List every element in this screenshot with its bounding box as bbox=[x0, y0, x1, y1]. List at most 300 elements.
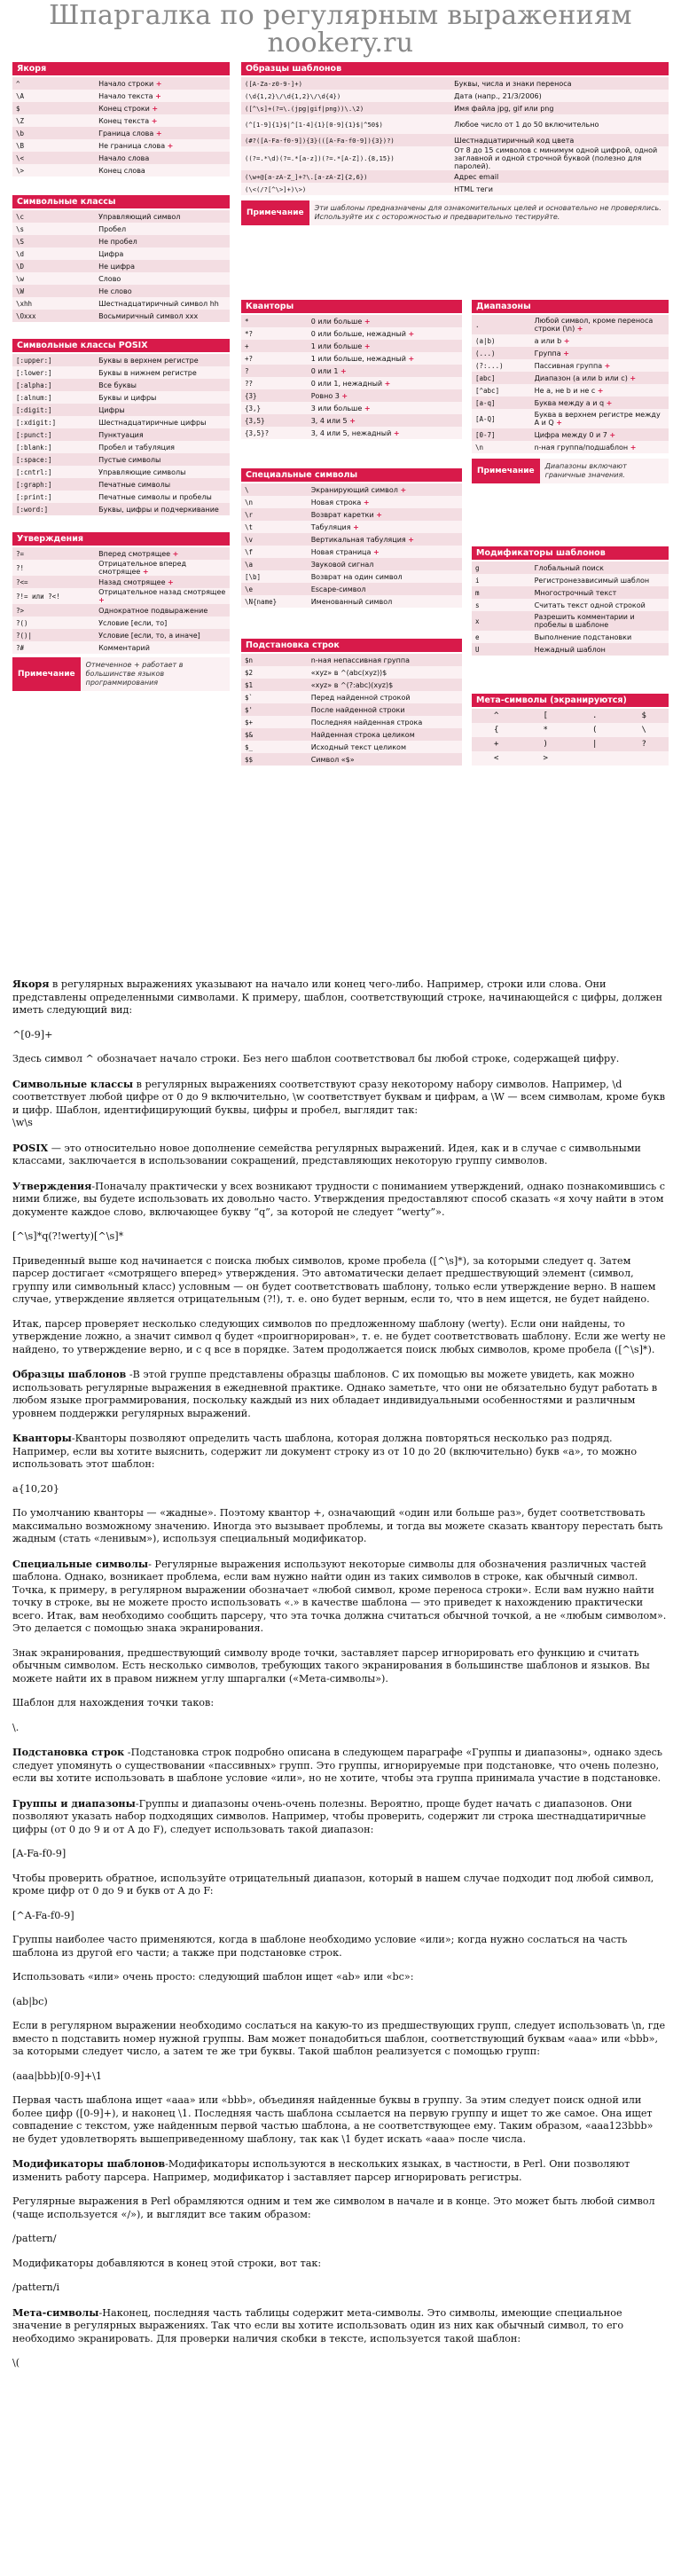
syntax-cell: [:alpha:] bbox=[12, 379, 95, 391]
table-row bbox=[472, 347, 669, 359]
syntax-cell: [:upper:] bbox=[12, 354, 95, 366]
paragraph: Здесь символ ^ обозначает начало строки. Без него шаблон соответствовал бы любой строке, содержащей цифру. bbox=[12, 1053, 620, 1064]
description-cell: Дата (напр., 21/3/2006) bbox=[450, 90, 669, 102]
supported-mark: + bbox=[597, 386, 604, 395]
description-cell: Группа + bbox=[531, 347, 669, 359]
description-cell: 0 или больше, нежадный + bbox=[308, 327, 462, 340]
table-row bbox=[12, 235, 230, 247]
assertions-note-text: Отмеченное + работает в большинстве языков программирования bbox=[81, 657, 230, 691]
description-cell: Многострочный текст bbox=[531, 586, 669, 599]
supported-mark: + bbox=[363, 498, 370, 507]
paragraph-text: -Группы и диапазоны очень-очень полезны. Вероятно, проще будет начать с диапазонов. Они позволяют указать набор подходящих символов. Например, чтобы проверить, содержит ли строка шестнадцатиричные цифры (от 0 до 9 и от A до F), следует использовать такой диапазон: bbox=[12, 1797, 646, 1835]
syntax-cell: [A-Q] bbox=[472, 409, 531, 428]
table-row bbox=[12, 453, 230, 466]
supported-mark: + bbox=[340, 366, 347, 375]
supported-mark: + bbox=[556, 419, 562, 427]
table-row bbox=[12, 629, 230, 641]
syntax-cell: [:word:] bbox=[12, 503, 95, 515]
syntax-cell: \Z bbox=[12, 114, 95, 127]
code-sample: /pattern/i bbox=[12, 2281, 60, 2293]
paragraph-text: -Наконец, последняя часть таблицы содержит мета-символы. Это символы, имеющие специальное значение в регулярных выражениях. Так что если вы хотите использовать один из них как обычный символ, то его необходимо экранировать. Для проверки наличия скобки в тексте, используется такой шаблон: bbox=[12, 2306, 624, 2344]
meta-char-cell: \ bbox=[620, 723, 669, 737]
syntax-cell: U bbox=[472, 643, 531, 656]
substitution-header: Подстановка строк bbox=[241, 639, 462, 654]
code-sample: \w\s bbox=[12, 1117, 33, 1128]
description-cell: Буквы, числа и знаки переноса bbox=[450, 77, 669, 90]
term-char-classes: Символьные классы bbox=[12, 1077, 134, 1090]
paragraph: Знак экранирования, предшествующий символу вроде точки, заставляет парсер игнорировать его функцию и считать обычным символом. Есть несколько символов, требующих такого экранирования в большинстве шаблонов и языков. Вы можете найти их в правом нижнем углу шпаргалки («Мета-символы»). bbox=[12, 1646, 650, 1685]
table-row bbox=[12, 366, 230, 379]
special-table bbox=[241, 483, 462, 608]
table-row bbox=[12, 441, 230, 453]
table-row bbox=[472, 372, 669, 384]
table-row bbox=[12, 617, 230, 629]
table-row bbox=[472, 441, 669, 453]
table-row bbox=[241, 679, 462, 691]
description-cell: Отрицательное назад смотрящее + bbox=[95, 588, 230, 604]
supported-mark: + bbox=[606, 398, 613, 407]
table-row bbox=[12, 354, 230, 366]
description-cell: Символ «$» bbox=[308, 753, 462, 766]
paragraph: Приведенный выше код начинается с поиска любых символов, кроме пробела ([^\s]*), за которыми следует q. Затем парсер достигает «смотрящего вперед» утверждения. Это автоматически делает предшествующий элемент (символ, группу или символьный класс) условным — он будет соответствовать шаблону, только если утверждение верно. В нашем случае, утверждение является отрицательным (?!), т. е. оно будет верным, если то, что в нем ищется, не будет найдено. bbox=[12, 1254, 656, 1305]
description-cell: Пустые символы bbox=[95, 453, 230, 466]
supported-mark: + bbox=[155, 129, 162, 137]
ranges-note-text: Диапазоны включают граничные значения. bbox=[540, 459, 669, 483]
syntax-cell: [:digit:] bbox=[12, 404, 95, 416]
assertions-note-label: Примечание bbox=[12, 657, 81, 691]
supported-mark: + bbox=[349, 416, 356, 425]
meta-char-cell: * bbox=[521, 723, 571, 737]
paragraph-text: -Модификаторы используются в нескольких языках, в частности, в Perl. Они позволяют изменить работу парсера. Например, модификатор i заставляет парсер игнорировать регистры. bbox=[12, 2158, 630, 2183]
supported-mark: + bbox=[364, 317, 371, 326]
meta-char-cell: ? bbox=[620, 737, 669, 751]
table-row bbox=[241, 427, 462, 439]
description-cell: Слово bbox=[95, 272, 230, 285]
posix-table bbox=[12, 354, 230, 515]
anchors-header: Якоря bbox=[12, 62, 230, 77]
meta-char-cell: | bbox=[570, 737, 620, 751]
syntax-cell: e bbox=[472, 631, 531, 643]
paragraph-text: -Подстановка строк подробно описана в следующем параграфе «Группы и диапазоны», однако здесь следует упомянуть о существовании «пассивных» групп. Это группы, игнорируемые при подстановке, что очень полезно, если вы хотите использовать в шаблоне условие «или», но не хотите, чтобы эта группа принимала участие в подстановке. bbox=[12, 1747, 663, 1784]
description-cell: Вперед смотрящее + bbox=[95, 547, 230, 560]
description-cell: Буквы в верхнем регистре bbox=[95, 354, 230, 366]
description-cell: Конец строки + bbox=[95, 102, 230, 114]
table-row bbox=[472, 334, 669, 347]
table-row bbox=[241, 365, 462, 377]
table-row bbox=[472, 562, 669, 574]
page-title: Шпаргалка по регулярным выражениям nookery.ru bbox=[49, 0, 632, 59]
code-sample: a{10,20} bbox=[12, 1482, 59, 1495]
term-posix: POSIX bbox=[12, 1141, 49, 1154]
description-cell: Шестнадцатиричный код цвета bbox=[450, 134, 669, 146]
syntax-cell: (?:...) bbox=[472, 359, 531, 372]
description-cell: Буква между a и q + bbox=[531, 397, 669, 409]
table-row bbox=[12, 491, 230, 503]
description-cell: HTML теги bbox=[450, 183, 669, 195]
description-cell: Шестнадцатиричный символ hh bbox=[95, 297, 230, 310]
syntax-cell: {3,} bbox=[241, 402, 308, 414]
description-cell: Конец текста + bbox=[95, 114, 230, 127]
description-cell: Не a, не b и не c + bbox=[531, 384, 669, 397]
description-cell: Ровно 3 + bbox=[308, 389, 462, 402]
code-sample: (aaa|bbb)[0-9]+\1 bbox=[12, 2069, 102, 2082]
table-row bbox=[241, 595, 462, 608]
cheat-sheet bbox=[12, 62, 669, 967]
table-row bbox=[12, 416, 230, 428]
description-cell: Шестнадцатиричные цифры bbox=[95, 416, 230, 428]
supported-mark: + bbox=[630, 443, 637, 452]
paragraph bbox=[12, 1432, 669, 1472]
supported-mark: + bbox=[400, 485, 407, 494]
description-cell: Пассивная группа + bbox=[531, 359, 669, 372]
description-cell: Восьмиричный символ xxx bbox=[95, 310, 230, 322]
description-cell: Глобальный поиск bbox=[531, 562, 669, 574]
meta-char-cell: > bbox=[521, 751, 571, 766]
supported-mark: + bbox=[353, 522, 359, 531]
table-row bbox=[241, 496, 462, 508]
description-cell: 0 или больше + bbox=[308, 315, 462, 327]
table-row bbox=[12, 260, 230, 272]
supported-mark: + bbox=[563, 336, 570, 345]
table-row bbox=[12, 404, 230, 416]
description-cell: 0 или 1, нежадный + bbox=[308, 377, 462, 389]
description-cell: Пробел bbox=[95, 223, 230, 235]
supported-mark: + bbox=[393, 428, 400, 437]
table-row bbox=[472, 723, 669, 737]
table-row bbox=[12, 139, 230, 152]
table-row bbox=[472, 574, 669, 586]
description-cell: Выполнение подстановки bbox=[531, 631, 669, 643]
table-row bbox=[12, 223, 230, 235]
syntax-cell: $$ bbox=[241, 753, 308, 766]
meta-char-cell: < bbox=[472, 751, 521, 766]
table-row bbox=[241, 558, 462, 570]
paragraph-text: -Кванторы позволяют определить часть шаблона, которая должна повторяться несколько раз подряд. Например, если вы хотите выяснить, содержит ли документ строку из от 10 до 20 (включительно) букв «а», то можно использовать этот шаблон: bbox=[12, 1433, 638, 1470]
description-cell: Однократное подвыражение bbox=[95, 604, 230, 617]
description-cell: От 8 до 15 символов с минимум одной цифрой, одной заглавной и одной строчной буквой (полезно для паролей). bbox=[450, 146, 669, 170]
syntax-cell: ?> bbox=[12, 604, 95, 617]
description-cell: Имя файла jpg, gif или png bbox=[450, 102, 669, 114]
supported-mark: + bbox=[384, 379, 391, 388]
syntax-cell: ?() bbox=[12, 617, 95, 629]
syntax-cell: \xhh bbox=[12, 297, 95, 310]
syntax-cell: $n bbox=[241, 654, 308, 666]
description-cell: Возврат на один символ bbox=[308, 570, 462, 583]
description-cell: Нежадный шаблон bbox=[531, 643, 669, 656]
syntax-cell: ?()| bbox=[12, 629, 95, 641]
table-row bbox=[472, 409, 669, 428]
description-cell: «xyz» в ^(?:abc)(xyz)$ bbox=[308, 679, 462, 691]
syntax-cell: [a-q] bbox=[472, 397, 531, 409]
syntax-cell: (\d{1,2}\/\d{1,2}\/\d{4}) bbox=[241, 90, 450, 102]
meta-char-cell: . bbox=[570, 709, 620, 723]
syntax-cell: [:blank:] bbox=[12, 441, 95, 453]
modifiers-header: Модификаторы шаблонов bbox=[472, 546, 669, 562]
substitution-section bbox=[241, 639, 462, 766]
description-cell: Буквы и цифры bbox=[95, 391, 230, 404]
description-cell: Диапазон (a или b или c) + bbox=[531, 372, 669, 384]
syntax-cell: {3} bbox=[241, 389, 308, 402]
table-row bbox=[12, 478, 230, 491]
table-row bbox=[241, 533, 462, 546]
table-row bbox=[241, 315, 462, 327]
description-cell: Условие [если, то] bbox=[95, 617, 230, 629]
paragraph-text: -В этой группе представлены образцы шаблонов. С их помощью вы можете увидеть, как можно использовать регулярные выражения в ежедневной практике. Однако заметьте, что они не обязательно будут работать в любом языке программирования, поскольку каждый из них обладает индивидуальными особенностями и различным уровнем поддержки регулярных выражений. bbox=[12, 1369, 658, 1419]
table-row bbox=[241, 352, 462, 365]
paragraph bbox=[12, 1142, 669, 1168]
syntax-cell: \s bbox=[12, 223, 95, 235]
table-row bbox=[241, 134, 669, 146]
table-row bbox=[241, 716, 462, 728]
syntax-cell: [:alnum:] bbox=[12, 391, 95, 404]
code-sample: [^\s]*q(?!werty)[^\s]* bbox=[12, 1230, 124, 1242]
supported-mark: + bbox=[341, 391, 348, 400]
table-row bbox=[241, 654, 462, 666]
syntax-cell: \> bbox=[12, 164, 95, 177]
table-row bbox=[12, 77, 230, 90]
anchors-table bbox=[12, 77, 230, 177]
syntax-cell: [abc] bbox=[472, 372, 531, 384]
supported-mark: + bbox=[155, 79, 162, 88]
description-cell: Адрес email bbox=[450, 170, 669, 183]
supported-mark: + bbox=[576, 325, 583, 333]
syntax-cell: \W bbox=[12, 285, 95, 297]
paragraph: По умолчанию кванторы — «жадные». Поэтому квантор +, означающий «один или больше раз», будет соответствовать максимально возможному значению. Иногда это вызывает проблемы, и тогда вы можете сказать квантору перестать быть жадным (стать «ленивым»), используя специальный модификатор. bbox=[12, 1507, 663, 1544]
syntax-cell: ([A-Za-z0-9-]+) bbox=[241, 77, 450, 90]
table-row bbox=[241, 183, 669, 195]
description-cell: Управляющий символ bbox=[95, 210, 230, 223]
code-sample: /pattern/ bbox=[12, 2233, 57, 2244]
meta-char-cell: $ bbox=[620, 709, 669, 723]
description-cell: Комментарий bbox=[95, 641, 230, 654]
paragraph bbox=[12, 1797, 669, 1837]
term-patterns: Образцы шаблонов bbox=[12, 1368, 127, 1380]
description-cell: Все буквы bbox=[95, 379, 230, 391]
table-row bbox=[12, 588, 230, 604]
paragraph: Если в регулярном выражении необходимо сослаться на какую-то из предшествующих групп, следует использовать \n, где вместо n подставить номер нужной группы. Вам может понадобиться шаблон, соответствующий буквам «aaa» или «bbb», за которыми следует число, а затем те же три буквы. Такой шаблон реализуется с помощью групп: bbox=[12, 2020, 666, 2057]
table-row bbox=[241, 546, 462, 558]
syntax-cell: \ bbox=[241, 483, 308, 496]
supported-mark: + bbox=[364, 342, 371, 350]
paragraph-text: — это относительно новое дополнение семейства регулярных выражений. Идея, как и в случае с символьными классами, заключается в использовании сокращений, представляющих некоторую группу символов. bbox=[12, 1142, 641, 1166]
syntax-cell: [^abc] bbox=[472, 384, 531, 397]
syntax-cell: \t bbox=[241, 521, 308, 533]
syntax-cell: {3,5} bbox=[241, 414, 308, 427]
paragraph-text: в регулярных выражениях указывают на начало или конец чего-либо. Например, строки или слова. Они представлены определенными символами. К примеру, шаблон, соответствующий строке, начинающейся с цифры, должен иметь следующий вид: bbox=[12, 978, 662, 1016]
description-cell: Не цифра bbox=[95, 260, 230, 272]
paragraph: Итак, парсер проверяет несколько следующих символов по предложенному шаблону (werty). Если они найдены, то утверждение ложно, а значит символ q будет «проигнорирован», т. е. не будет соответствовать шаблону. Если же werty не найдено, то утверждение верно, и с q все в порядке. Затем продолжается поиск любых символов, кроме пробела ([^\s]*). bbox=[12, 1317, 666, 1355]
paragraph bbox=[12, 1746, 669, 1786]
quantifiers-section bbox=[241, 300, 462, 439]
description-cell: Печатные символы и пробелы bbox=[95, 491, 230, 503]
table-row bbox=[472, 643, 669, 656]
table-row bbox=[241, 728, 462, 741]
table-row bbox=[241, 114, 669, 134]
description-cell: Любой символ, кроме переноса строки (\n) + bbox=[531, 315, 669, 334]
syntax-cell: [0-7] bbox=[472, 428, 531, 441]
syntax-cell: \d bbox=[12, 247, 95, 260]
table-row bbox=[472, 709, 669, 723]
table-row bbox=[12, 641, 230, 654]
description-cell: Регистронезависимый шаблон bbox=[531, 574, 669, 586]
syntax-cell: ?? bbox=[241, 377, 308, 389]
table-row bbox=[241, 583, 462, 595]
table-row bbox=[12, 272, 230, 285]
meta-char-cell bbox=[570, 751, 620, 766]
table-row bbox=[241, 508, 462, 521]
syntax-cell: [\b] bbox=[241, 570, 308, 583]
paragraph: Чтобы проверить обратное, используйте отрицательный диапазон, который в нашем случае подходит под любой символ, кроме цифр от 0 до 9 и букв от A до F: bbox=[12, 1872, 654, 1897]
ranges-note-label: Примечание bbox=[472, 459, 540, 483]
syntax-cell: ((?=.*\d)(?=.*[a-z])(?=.*[A-Z]).{8,15}) bbox=[241, 146, 450, 170]
meta-char-cell: [ bbox=[521, 709, 571, 723]
description-cell: Экранирующий символ + bbox=[308, 483, 462, 496]
description-cell: Считать текст одной строкой bbox=[531, 599, 669, 611]
description-cell: Отрицательное вперед смотрящее + bbox=[95, 560, 230, 576]
patterns-note-label: Примечание bbox=[241, 200, 309, 225]
assertions-header: Утверждения bbox=[12, 532, 230, 547]
paragraph bbox=[12, 2157, 669, 2184]
paragraph-text: в регулярных выражениях соответствуют сразу некоторому набору символов. Например, \d соответствует любой цифре от 0 до 9 включительно, \w соответствует буквам и цифрам, а \W — всем символам, кроме букв и цифр. Шаблон, идентифицирующий буквы, цифры и пробел, выглядит так: bbox=[12, 1078, 666, 1116]
table-row bbox=[472, 428, 669, 441]
paragraph bbox=[12, 2306, 669, 2346]
paragraph: Использовать «или» очень просто: следующий шаблон ищет «ab» или «bc»: bbox=[12, 1971, 414, 1983]
table-row bbox=[12, 604, 230, 617]
description-cell: 3, 4 или 5, нежадный + bbox=[308, 427, 462, 439]
syntax-cell: [:lower:] bbox=[12, 366, 95, 379]
table-row bbox=[241, 703, 462, 716]
table-row bbox=[12, 576, 230, 588]
syntax-cell: [:graph:] bbox=[12, 478, 95, 491]
meta-header: Мета-символы (экранируются) bbox=[472, 694, 669, 709]
paragraph-text: - Регулярные выражения используют некоторые символы для обозначения различных частей шаблона. Однако, возникает проблема, если вам нужно найти один из таких символов в строке, как обычный символ. Точка, к примеру, в регулярном выражении обозначает «любой символ, кроме переноса строки». Если вам нужно найти точку в строке, вы не можете просто использовать «.» в качестве шаблона — это приведет к нахождению практически всего. Итак, вам необходимо сообщить парсеру, что эта точка должна считаться обычной точкой, а не «любым символом». Это делается с помощью знака экранирования. bbox=[12, 1558, 667, 1634]
table-row bbox=[241, 146, 669, 170]
term-quantifiers: Кванторы bbox=[12, 1432, 72, 1444]
syntax-cell: $& bbox=[241, 728, 308, 741]
description-cell: 3 или больше + bbox=[308, 402, 462, 414]
syntax-cell: (^[1-9]{1}$|^[1-4]{1}[0-9]{1}$|^50$) bbox=[241, 114, 450, 134]
syntax-cell: [:space:] bbox=[12, 453, 95, 466]
syntax-cell: +? bbox=[241, 352, 308, 365]
syntax-cell: . bbox=[472, 315, 531, 334]
syntax-cell: ?<= bbox=[12, 576, 95, 588]
syntax-cell: \Oxxx bbox=[12, 310, 95, 322]
paragraph: Регулярные выражения в Perl обрамляются одним и тем же символом в начале и в конце. Это может быть любой символ (чаще используется «/»), и выглядит все таким образом: bbox=[12, 2195, 655, 2220]
code-sample: \( bbox=[12, 2357, 20, 2368]
table-row bbox=[472, 359, 669, 372]
modifiers-table bbox=[472, 562, 669, 656]
char-classes-table bbox=[12, 210, 230, 322]
supported-mark: + bbox=[630, 373, 637, 382]
table-row bbox=[472, 611, 669, 631]
char-classes-header: Символьные классы bbox=[12, 195, 230, 210]
paragraph bbox=[12, 1180, 669, 1220]
description-cell: Последняя найденная строка bbox=[308, 716, 462, 728]
paragraph bbox=[12, 1558, 669, 1636]
meta-char-cell: { bbox=[472, 723, 521, 737]
special-header: Специальные символы bbox=[241, 468, 462, 483]
description-cell: «xyz» в ^(abc(xyz))$ bbox=[308, 666, 462, 679]
code-sample: (ab|bc) bbox=[12, 1995, 48, 2007]
description-cell: Печатные символы bbox=[95, 478, 230, 491]
ranges-header: Диапазоны bbox=[472, 300, 669, 315]
table-row bbox=[241, 389, 462, 402]
term-modifiers: Модификаторы шаблонов bbox=[12, 2157, 166, 2170]
description-cell: Управляющие символы bbox=[95, 466, 230, 478]
description-cell: 3, 4 или 5 + bbox=[308, 414, 462, 427]
syntax-cell: $2 bbox=[241, 666, 308, 679]
meta-table bbox=[472, 709, 669, 766]
description-cell: Буквы, цифры и подчеркивание bbox=[95, 503, 230, 515]
syntax-cell: $_ bbox=[241, 741, 308, 753]
syntax-cell: \A bbox=[12, 90, 95, 102]
syntax-cell: \D bbox=[12, 260, 95, 272]
paragraph: Шаблон для нахождения точки таков: bbox=[12, 1697, 215, 1708]
description-cell: Пробел и табуляция bbox=[95, 441, 230, 453]
supported-mark: + bbox=[408, 535, 414, 544]
table-row bbox=[12, 152, 230, 164]
table-row bbox=[472, 397, 669, 409]
description-cell: 1 или больше + bbox=[308, 340, 462, 352]
code-sample: [A-Fa-f0-9] bbox=[12, 1848, 67, 1859]
table-row bbox=[12, 164, 230, 177]
description-cell: Новая строка + bbox=[308, 496, 462, 508]
syntax-cell: * bbox=[241, 315, 308, 327]
syntax-cell: ? bbox=[241, 365, 308, 377]
syntax-cell: x bbox=[472, 611, 531, 631]
anchors-section bbox=[12, 62, 230, 177]
supported-mark: + bbox=[151, 116, 158, 125]
quantifiers-header: Кванторы bbox=[241, 300, 462, 315]
meta-char-cell: ^ bbox=[472, 709, 521, 723]
description-cell: Начало текста + bbox=[95, 90, 230, 102]
description-cell: Цифра между 0 и 7 + bbox=[531, 428, 669, 441]
posix-section bbox=[12, 339, 230, 515]
supported-mark: + bbox=[408, 329, 415, 338]
table-row bbox=[12, 466, 230, 478]
patterns-header: Образцы шаблонов bbox=[241, 62, 669, 77]
term-special: Специальные символы bbox=[12, 1557, 149, 1570]
term-groups: Группы и диапазоны bbox=[12, 1796, 136, 1810]
ranges-note bbox=[472, 459, 669, 483]
table-row bbox=[241, 691, 462, 703]
supported-mark: + bbox=[98, 596, 105, 604]
table-row bbox=[12, 379, 230, 391]
paragraph bbox=[12, 1078, 669, 1130]
syntax-cell: (a|b) bbox=[472, 334, 531, 347]
paragraph bbox=[12, 1368, 669, 1420]
table-row bbox=[12, 503, 230, 515]
meta-char-cell: ) bbox=[521, 737, 571, 751]
table-row bbox=[12, 428, 230, 441]
syntax-cell: g bbox=[472, 562, 531, 574]
supported-mark: + bbox=[167, 141, 174, 150]
supported-mark: + bbox=[376, 510, 382, 519]
syntax-cell: \c bbox=[12, 210, 95, 223]
table-row bbox=[12, 297, 230, 310]
description-cell: 1 или больше, нежадный + bbox=[308, 352, 462, 365]
table-row bbox=[241, 77, 669, 90]
table-row bbox=[12, 310, 230, 322]
syntax-cell: (\w+@[a-zA-Z_]+?\.[a-zA-Z]{2,6}) bbox=[241, 170, 450, 183]
quantifiers-table bbox=[241, 315, 462, 439]
syntax-cell: $` bbox=[241, 691, 308, 703]
article-body bbox=[0, 967, 681, 2370]
table-row bbox=[12, 391, 230, 404]
supported-mark: + bbox=[152, 104, 159, 113]
syntax-cell: (...) bbox=[472, 347, 531, 359]
table-row bbox=[241, 483, 462, 496]
